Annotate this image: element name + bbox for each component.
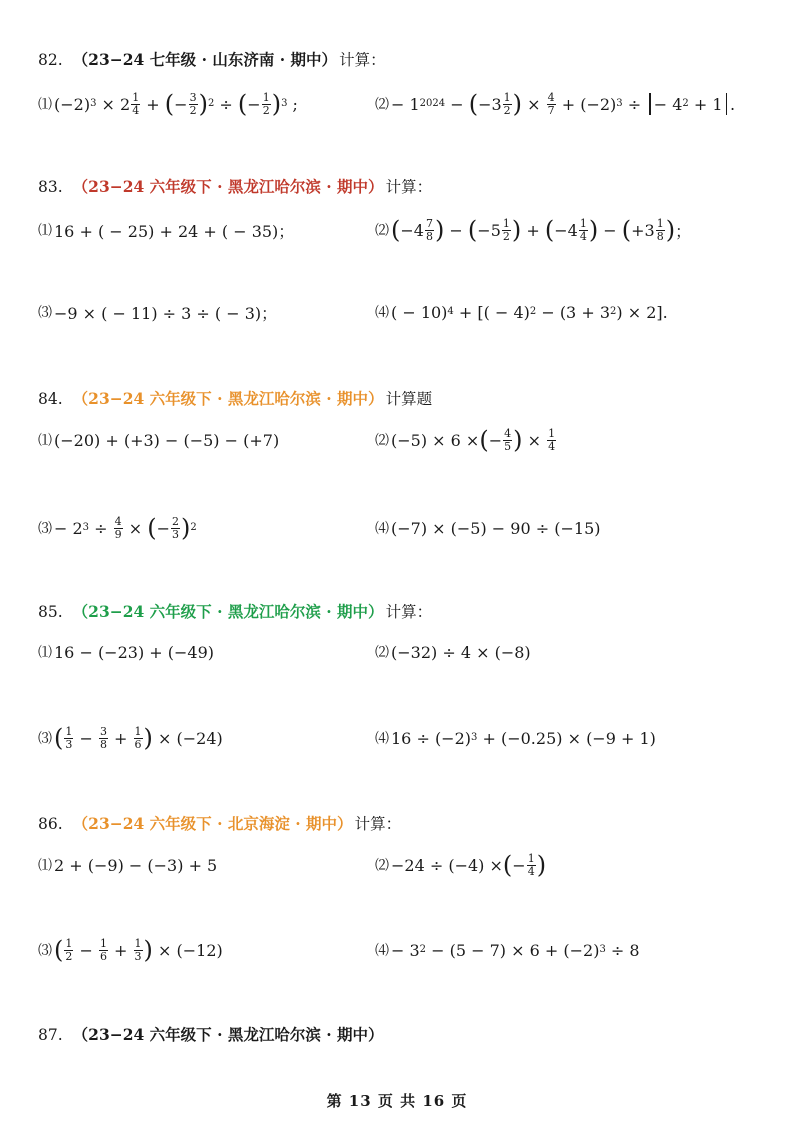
problem-83-1: ⑴ 16 + ( − 25) + 24 + ( − 35)； <box>38 221 295 241</box>
question-number: 82. <box>38 51 63 69</box>
problem-86-2: ⑵ −24 ÷ (−4) × ( − $\frac{1}{4}$ ) <box>375 851 547 879</box>
question-82-header <box>38 48 386 70</box>
question-87-header <box>38 1023 386 1045</box>
page-footer: 第 13 页 共 16 页 <box>326 1092 468 1110</box>
problem-85-4: ⑷ 16 ÷ (−2) 3 + (−0.25) × (−9 + 1) <box>375 728 656 748</box>
part-label: ⑷ <box>375 305 389 321</box>
part-label: ⑴ <box>38 858 52 874</box>
problem-85-1: ⑴ 16 − (−23) + (−49) <box>38 642 215 662</box>
part-label: ⑵ <box>375 645 389 661</box>
problem-86-3: ⑶ ( $\frac{1}{2}$ − $\frac{1}{6}$ + $\frac{1}{3}$ ) × (−12) <box>38 936 223 964</box>
part-label: ⑴ <box>38 223 52 239</box>
problem-84-4: ⑷ (−7) × (−5) − 90 ÷ (−15) <box>375 518 601 538</box>
question-task: 计算题 <box>385 390 433 408</box>
part-label: ⑵ <box>375 858 389 874</box>
question-number: 86. <box>38 815 63 833</box>
part-label: ⑵ <box>375 433 389 449</box>
question-number: 87. <box>38 1026 63 1044</box>
part-label: ⑴ <box>38 97 52 113</box>
question-task: 计算： <box>354 815 402 833</box>
question-86-header <box>38 812 401 834</box>
part-label: ⑵ <box>375 97 389 113</box>
question-task: 计算： <box>339 51 386 69</box>
part-label: ⑷ <box>375 731 389 747</box>
problem-86-4: ⑷ − 3 2 − (5 − 7) × 6 + (−2) 3 ÷ 8 <box>375 940 640 960</box>
part-label: ⑷ <box>375 943 389 959</box>
problem-83-2: ⑵ ( −4 $\frac{7}{8}$ ) − ( −5 $\frac{1}{2}$ ) + ( −4 $\frac{1}{4}$ ) − ( +3 $\frac{1}{8}$ ) ； <box>375 216 692 244</box>
part-label: ⑴ <box>38 645 52 661</box>
part-label: ⑷ <box>375 521 389 537</box>
question-84-header <box>38 387 432 409</box>
part-label: ⑶ <box>38 521 52 537</box>
question-source: （23−24 六年级下 · 黑龙江哈尔滨 · 期中） <box>72 389 384 408</box>
problem-86-1: ⑴ 2 + (−9) − (−3) + 5 <box>38 855 218 875</box>
problem-84-2: ⑵ (−5) × 6 × ( − $\frac{4}{5}$ ) × $\frac{1}{4}$ <box>375 426 556 454</box>
part-label: ⑴ <box>38 433 52 449</box>
question-number: 85. <box>38 603 63 621</box>
question-source: （23−24 七年级 · 山东济南 · 期中） <box>72 50 338 69</box>
part-label: ⑶ <box>38 305 52 321</box>
problem-83-3: ⑶ −9 × ( − 11) ÷ 3 ÷ ( − 3)； <box>38 303 278 323</box>
question-source: （23−24 六年级下 · 北京海淀 · 期中） <box>72 814 353 833</box>
part-label: ⑶ <box>38 943 52 959</box>
question-source: （23−24 六年级下 · 黑龙江哈尔滨 · 期中） <box>72 177 384 196</box>
part-label: ⑶ <box>38 731 52 747</box>
question-task: 计算： <box>385 603 433 621</box>
problem-84-3: ⑶ − 2 3 ÷ $\frac{4}{9}$ × ( − $\frac{2}{3}$ ) 2 <box>38 514 197 542</box>
problem-85-2: ⑵ (−32) ÷ 4 × (−8) <box>375 642 531 662</box>
problem-82-2: ⑵ − 1 2024 − ( −3 $\frac{1}{2}$ ) × $\frac{4}{7}$ + (−2) 3 ÷ − 4 2 + 1 . <box>375 90 736 118</box>
question-number: 83. <box>38 178 63 196</box>
question-number: 84. <box>38 390 63 408</box>
part-label: ⑵ <box>375 223 389 239</box>
question-source: （23−24 六年级下 · 黑龙江哈尔滨 · 期中） <box>72 602 384 621</box>
question-task: 计算： <box>385 178 433 196</box>
question-83-header <box>38 175 432 197</box>
question-85-header <box>38 600 432 622</box>
problem-83-4: ⑷ ( − 10) 4 + [( − 4) 2 − (3 + 3 2 ) × 2]. <box>375 302 668 322</box>
question-source: （23−24 六年级下 · 黑龙江哈尔滨 · 期中） <box>72 1025 384 1044</box>
problem-85-3: ⑶ ( $\frac{1}{3}$ − $\frac{3}{8}$ + $\frac{1}{6}$ ) × (−24) <box>38 724 223 752</box>
problem-84-1: ⑴ (−20) + (+3) − (−5) − (+7) <box>38 430 280 450</box>
problem-82-1: ⑴ (−2) 3 × 2 $\frac{1}{4}$ + ( − $\frac{3}{2}$ ) 2 ÷ ( − $\frac{1}{2}$ ) 3 ; <box>38 90 298 118</box>
